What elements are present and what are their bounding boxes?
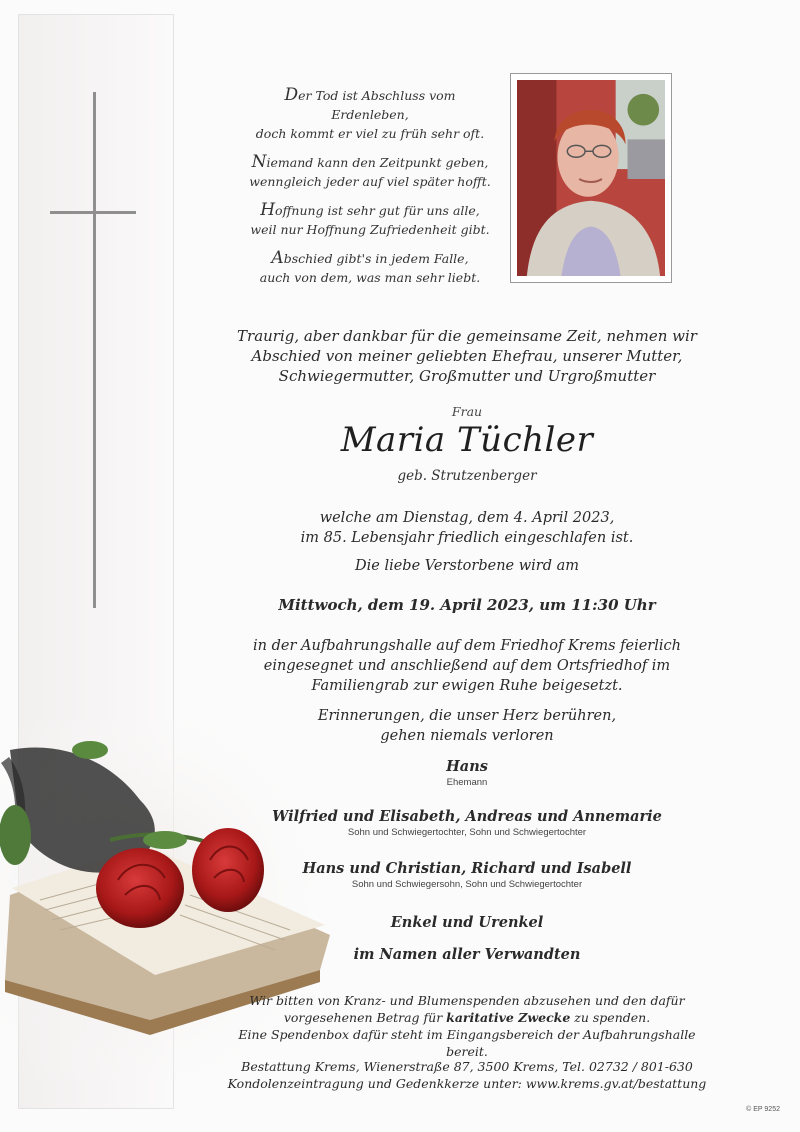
request-text: vorgesehenen Betrag für	[283, 1010, 447, 1025]
deceased-name: Maria Tüchler	[340, 420, 594, 460]
death-line: im 85. Lebensjahr friedlich eingeschlafen ist.	[300, 530, 634, 546]
poem-line	[245, 249, 495, 268]
poem-stanza	[245, 153, 495, 191]
poem-line: weil nur Hoffnung Zufriedenheit gibt.	[250, 222, 490, 237]
mourner-name: Hans und Christian, Richard und Isabell	[302, 860, 632, 877]
poem-line: wenngleich jeder auf viel später hofft.	[249, 174, 491, 189]
print-code: © EP 9252	[746, 1106, 780, 1113]
mourner-entry	[222, 758, 712, 788]
place-line: eingesegnet und anschließend auf dem Ortsfriedhof im	[263, 658, 671, 674]
funeral-home-address: Bestattung Krems, Wienerstraße 87, 3500 Krems, Tel. 02732 / 801-630	[241, 1059, 693, 1074]
poem-line	[245, 153, 495, 172]
mourner-relation: Sohn und Schwiegersohn, Sohn und Schwiegertochter	[351, 879, 583, 890]
poem-line-text: bschied gibt's in jedem Falle,	[283, 251, 469, 266]
mourner-entry	[222, 946, 712, 963]
poem-stanza	[245, 86, 495, 143]
memories-quote	[222, 706, 712, 746]
ceremony-date: Mittwoch, dem 19. April 2023, um 11:30 Uhr	[278, 596, 656, 614]
intro-line: Traurig, aber dankbar für die gemeinsame Zeit, nehmen wir	[237, 327, 697, 345]
poem-line-text: er Tod ist Abschluss vom Erdenleben,	[298, 88, 456, 122]
intro-line: Abschied von meiner geliebten Ehefrau, unserer Mutter,	[251, 347, 683, 365]
salutation: Frau	[451, 404, 483, 419]
request-text: zu spenden.	[570, 1010, 651, 1025]
mourner-name: Enkel und Urenkel	[390, 914, 544, 931]
portrait-photo	[517, 80, 665, 276]
death-line: welche am Dienstag, dem 4. April 2023,	[319, 510, 615, 526]
poem-dropcap: N	[251, 152, 267, 172]
poem-dropcap: D	[284, 85, 299, 105]
poem	[245, 86, 495, 297]
poem-line-text: iemand kann den Zeitpunkt geben,	[266, 155, 489, 170]
cross-icon-horizontal	[50, 211, 136, 214]
memories-line: Erinnerungen, die unser Herz berühren,	[317, 708, 617, 724]
request-emphasis: karitative Zwecke	[446, 1010, 571, 1025]
mourner-name: Wilfried und Elisabeth, Andreas und Annemarie	[272, 808, 662, 825]
intro-text	[222, 326, 712, 386]
request-line: Eine Spendenbox dafür steht im Eingangsbereich der Aufbahrungshalle bereit.	[238, 1027, 696, 1059]
death-notice	[222, 508, 712, 548]
poem-dropcap: H	[260, 200, 276, 220]
announce-text: Die liebe Verstorbene wird am	[354, 558, 580, 574]
request-line: Wir bitten von Kranz- und Blumenspenden abzusehen und den dafür	[249, 993, 685, 1008]
funeral-home-website: Kondolenzeintragung und Gedenkkerze unter: www.krems.gv.at/bestattung	[227, 1076, 707, 1091]
mourner-entry	[222, 860, 712, 890]
mourner-entry	[222, 808, 712, 838]
cross-icon-vertical	[93, 92, 96, 608]
memories-line: gehen niemals verloren	[380, 728, 554, 744]
intro-line: Schwiegermutter, Großmutter und Urgroßmutter	[278, 367, 656, 385]
poem-line	[245, 86, 495, 124]
poem-line: auch von dem, was man sehr liebt.	[259, 270, 481, 285]
poem-dropcap: A	[271, 248, 284, 268]
poem-stanza	[245, 249, 495, 287]
poem-line: doch kommt er viel zu früh sehr oft.	[255, 126, 485, 141]
funeral-home-info	[222, 1058, 712, 1092]
ceremony-place	[222, 636, 712, 696]
request-line	[222, 1009, 712, 1026]
poem-line-text: offnung ist sehr gut für uns alle,	[275, 203, 480, 218]
mourner-relation: Sohn und Schwiegertochter, Sohn und Schwiegertochter	[347, 827, 587, 838]
donation-request	[222, 992, 712, 1060]
place-line: Familiengrab zur ewigen Ruhe beigesetzt.	[311, 678, 623, 694]
mourner-entry	[222, 914, 712, 931]
poem-line	[245, 201, 495, 220]
maiden-name: geb. Strutzenberger	[397, 468, 537, 484]
mourner-relation: Ehemann	[446, 777, 488, 788]
mourner-name: im Namen aller Verwandten	[353, 946, 581, 963]
poem-stanza	[245, 201, 495, 239]
place-line: in der Aufbahrungshalle auf dem Friedhof Krems feierlich	[253, 638, 681, 654]
portrait-photo-frame	[510, 73, 672, 283]
mourner-name: Hans	[446, 758, 488, 775]
